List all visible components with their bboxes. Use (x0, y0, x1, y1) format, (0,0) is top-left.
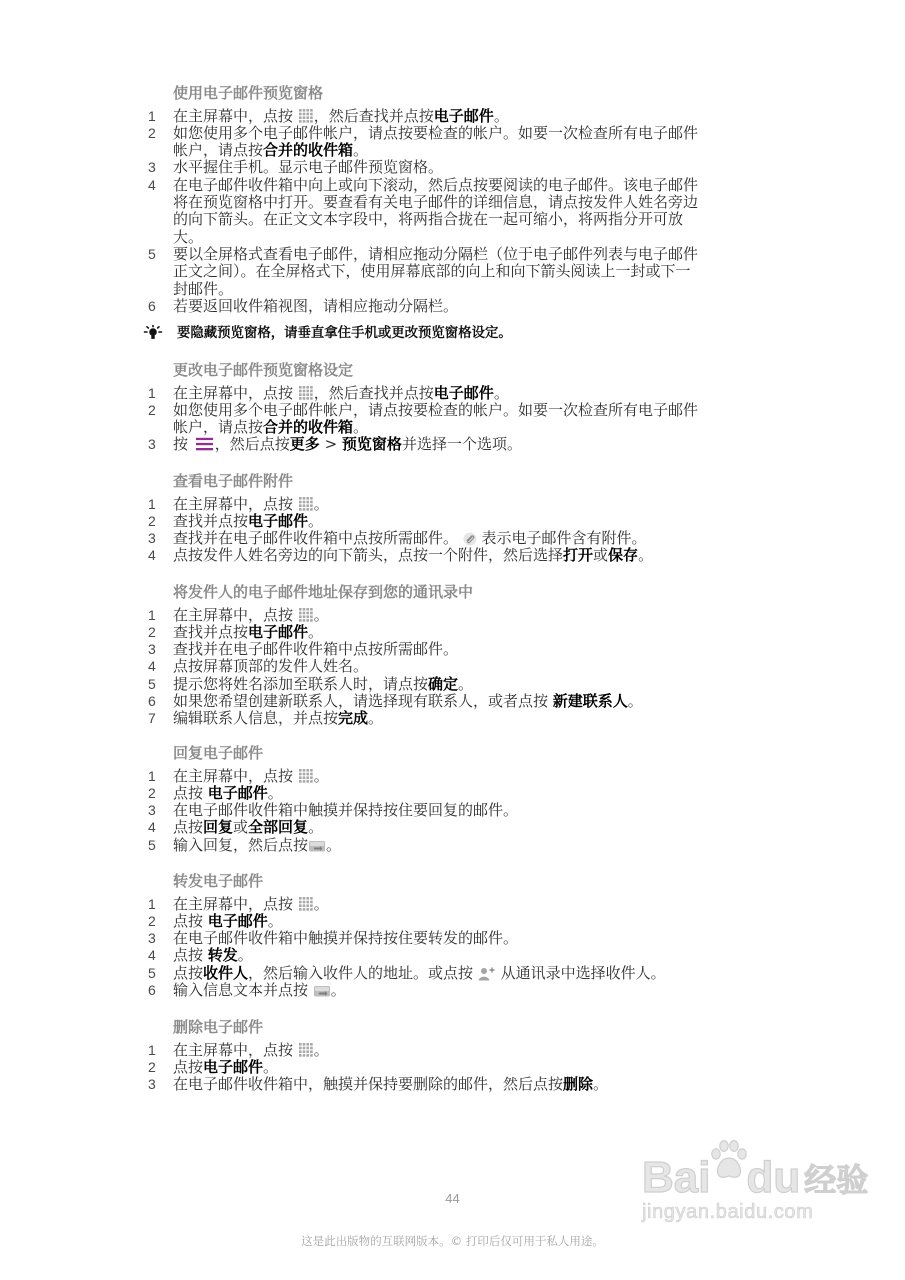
step-text (173, 402, 746, 437)
text-run: 。 (308, 622, 324, 641)
step-item (146, 125, 746, 160)
text-run: 并选择一个选项。 (401, 435, 522, 454)
text-run: 或 (593, 546, 609, 565)
text-run: 输入信息文本并点按 (173, 981, 313, 1000)
apps-grid-icon (298, 496, 314, 512)
tip-icon (143, 325, 163, 341)
text-run: 点按屏幕顶部的发件人姓名。 (173, 657, 369, 676)
footer-notice: 这是此出版物的互联网版本。© 打印后仅可用于私人用途。 (301, 1234, 604, 1248)
step-number: 4 (148, 176, 156, 193)
section-5 (146, 745, 746, 854)
step-item (146, 496, 746, 513)
bold-term: 更多 (289, 435, 320, 454)
text-run: ，然后输入收件人的地址。或点按 (248, 963, 478, 982)
step-text (173, 819, 746, 836)
step-item (146, 1076, 746, 1093)
text-run: 在电子邮件收件箱中，触摸并保持要删除的邮件，然后点按 (173, 1075, 564, 1094)
step-number: 2 (148, 401, 156, 418)
section-heading: 查看电子邮件附件 (173, 472, 294, 491)
text-run: 水平握住手机。显示电子邮件预览窗格。 (173, 158, 444, 177)
text-line (173, 710, 746, 727)
text-line (173, 108, 746, 125)
step-item (146, 710, 746, 727)
text-run: 在主屏幕中，点按 (173, 894, 298, 913)
text-run: 如果您希望创建新联系人，请选择现有联系人，或者点按 (173, 692, 553, 711)
bold-term: 电子邮件 (248, 622, 309, 641)
bold-term: 全部回复 (248, 818, 309, 837)
text-run: 从通讯录中选择收件人。 (495, 963, 666, 982)
tip-note (146, 325, 746, 342)
text-line (173, 385, 746, 402)
text-run: 将在预览窗格中打开。要查看有关电子邮件的详细信息，请点按发件人姓名旁边 (173, 193, 699, 212)
bold-term: 电子邮件 (207, 911, 268, 930)
text-line (173, 211, 746, 228)
text-run: 。 (627, 692, 643, 711)
step-text (173, 785, 746, 802)
text-line (173, 624, 746, 641)
step-number: 3 (148, 641, 156, 658)
step-number: 2 (148, 1058, 156, 1075)
text-run: 点按 (173, 783, 208, 802)
step-text (173, 547, 746, 564)
text-run: 。 (313, 605, 329, 624)
text-line (173, 982, 746, 999)
step-number: 1 (148, 767, 156, 784)
step-item (146, 913, 746, 930)
step-number: 4 (148, 658, 156, 675)
text-run: 若要返回收件箱视图，请相应拖动分隔栏。 (173, 296, 459, 315)
step-text (173, 965, 746, 982)
step-number: 2 (148, 512, 156, 529)
step-number: 3 (148, 1076, 156, 1093)
step-number: 3 (148, 802, 156, 819)
text-run: 。 (313, 766, 329, 785)
text-run: 点按发件人姓名旁边的向下箭头，点按一个附件，然后选择 (173, 546, 564, 565)
text-run: 在主屏幕中，点按 (173, 494, 298, 513)
send-icon (313, 984, 331, 998)
text-line (173, 229, 746, 246)
baidu-logo (642, 1138, 870, 1200)
step-text (173, 159, 746, 176)
text-line (173, 436, 746, 453)
logo-text-cn: 经验 (804, 1161, 869, 1199)
text-line (173, 298, 746, 315)
step-item (146, 965, 746, 982)
step-item (146, 624, 746, 641)
text-run: 。 (493, 106, 509, 125)
step-item (146, 768, 746, 785)
text-line (173, 802, 746, 819)
text-run: 点按 (173, 911, 208, 930)
step-item (146, 819, 746, 836)
step-text (173, 436, 746, 453)
step-number: 1 (148, 606, 156, 623)
text-run: 在主屏幕中，点按 (173, 1040, 298, 1059)
text-run: 点按 (173, 963, 204, 982)
paw-icon (709, 1138, 749, 1182)
text-run: 正文之间）。在全屏格式下，使用屏幕底部的向上和向下箭头阅读上一封或下一 (173, 262, 691, 281)
bold-term: 合并的收件箱 (263, 141, 354, 160)
step-text (173, 913, 746, 930)
apps-grid-icon (298, 607, 314, 623)
bold-term: 新建联系人 (552, 692, 628, 711)
text-line (173, 194, 746, 211)
baidu-jingyan-watermark (642, 1138, 870, 1223)
text-run: ，然后查找并点按 (313, 383, 434, 402)
text-line (173, 913, 746, 930)
step-text (173, 108, 746, 125)
step-text (173, 624, 746, 641)
text-run: 按 (173, 435, 193, 454)
step-item (146, 436, 746, 453)
step-number: 3 (148, 930, 156, 947)
text-line (173, 819, 746, 836)
text-line (173, 768, 746, 785)
text-line (173, 419, 746, 436)
step-number: 2 (148, 912, 156, 929)
text-line (173, 965, 746, 982)
step-list (146, 896, 746, 1000)
text-run: 。 (267, 783, 283, 802)
step-text (173, 658, 746, 675)
step-number: 1 (148, 895, 156, 912)
step-number: 3 (148, 530, 156, 547)
text-run: 查找并在电子邮件收件箱中点按所需邮件。 (173, 529, 463, 548)
bold-term: 电子邮件 (203, 1057, 264, 1076)
text-run: 。 (330, 981, 346, 1000)
text-run: 。 (326, 835, 342, 854)
section-heading: 使用电子邮件预览窗格 (173, 84, 324, 103)
text-line (173, 896, 746, 913)
step-number: 5 (148, 675, 156, 692)
bold-term: 保存 (608, 546, 639, 565)
text-line (173, 513, 746, 530)
step-text (173, 1076, 746, 1093)
section-6 (146, 873, 746, 999)
text-line (173, 246, 746, 263)
text-run: 大。 (173, 227, 204, 246)
text-line (173, 607, 746, 624)
section-heading: 将发件人的电子邮件地址保存到您的通讯录中 (173, 583, 474, 602)
text-run: ，然后点按 (214, 435, 290, 454)
text-run: 。 (313, 1040, 329, 1059)
step-number: 4 (148, 819, 156, 836)
apps-grid-icon (298, 768, 314, 784)
step-text (173, 896, 746, 913)
step-text (173, 693, 746, 710)
step-number: 1 (148, 495, 156, 512)
bold-term: 回复 (203, 818, 234, 837)
step-number: 2 (148, 124, 156, 141)
section-3 (146, 473, 746, 564)
step-text (173, 768, 746, 785)
watermark-url: jingyan.baidu.com (642, 1201, 814, 1223)
text-line (173, 785, 746, 802)
step-text (173, 298, 746, 315)
section-heading: 删除电子邮件 (173, 1018, 264, 1037)
text-run: 如您使用多个电子邮件帐户，请点按要检查的帐户。如要一次检查所有电子邮件 (173, 123, 699, 142)
step-list (146, 385, 746, 454)
text-run: 。 (593, 1075, 609, 1094)
text-line (173, 837, 746, 854)
text-line (173, 530, 746, 547)
step-text (173, 496, 746, 513)
step-text (173, 930, 746, 947)
step-item (146, 676, 746, 693)
apps-grid-icon (298, 1042, 314, 1058)
send-icon (308, 839, 326, 853)
text-line (173, 125, 746, 142)
text-run: 在电子邮件收件箱中向上或向下滚动，然后点按要阅读的电子邮件。该电子邮件 (173, 175, 699, 194)
text-run: 。 (368, 709, 384, 728)
text-run: 。 (308, 511, 324, 530)
text-run: 封邮件。 (173, 279, 234, 298)
text-run: 帐户，请点按 (173, 418, 264, 437)
text-line (173, 1076, 746, 1093)
step-item (146, 837, 746, 854)
step-number: 6 (148, 693, 156, 710)
text-run: > (319, 435, 342, 454)
text-run: 。 (267, 911, 283, 930)
text-run: 如您使用多个电子邮件帐户，请点按要检查的帐户。如要一次检查所有电子邮件 (173, 400, 699, 419)
step-item (146, 802, 746, 819)
text-run: ，然后查找并点按 (313, 106, 434, 125)
text-line (173, 658, 746, 675)
step-item (146, 246, 746, 298)
step-item (146, 896, 746, 913)
text-line (173, 641, 746, 658)
bold-term: 确定 (428, 674, 459, 693)
menu-icon (193, 436, 215, 452)
text-run: 。 (308, 818, 324, 837)
step-number: 1 (148, 384, 156, 401)
logo-text-right: du (746, 1153, 801, 1202)
tip-text: 要隐藏预览窗格，请垂直拿住手机或更改预览窗格设定。 (177, 325, 512, 341)
step-item (146, 402, 746, 437)
step-text (173, 513, 746, 530)
section-7 (146, 1019, 746, 1093)
step-number: 5 (148, 964, 156, 981)
step-text (173, 982, 746, 999)
text-line (173, 676, 746, 693)
bold-term: 电子邮件 (433, 383, 494, 402)
step-item (146, 607, 746, 624)
step-text (173, 607, 746, 624)
text-line (173, 947, 746, 964)
step-item (146, 530, 746, 547)
text-run: 。 (263, 1057, 279, 1076)
attachment-icon (463, 532, 477, 546)
text-line (173, 693, 746, 710)
bold-term: 收件人 (203, 963, 249, 982)
bold-term: 删除 (563, 1075, 594, 1094)
step-item (146, 693, 746, 710)
step-number: 7 (148, 710, 156, 727)
text-run: 点按 (173, 946, 208, 965)
text-run: 。 (493, 383, 509, 402)
step-number: 4 (148, 547, 156, 564)
step-text (173, 676, 746, 693)
text-run: 在电子邮件收件箱中触摸并保持按住要转发的邮件。 (173, 929, 519, 948)
text-run: 查找并在电子邮件收件箱中点按所需邮件。 (173, 640, 459, 659)
step-item (146, 513, 746, 530)
text-run: 输入回复，然后点按 (173, 835, 309, 854)
step-text (173, 246, 746, 298)
text-run: 在电子邮件收件箱中触摸并保持按住要回复的邮件。 (173, 801, 519, 820)
text-line (173, 1042, 746, 1059)
text-run: 。 (313, 894, 329, 913)
text-run: 。 (458, 674, 474, 693)
text-line (173, 496, 746, 513)
page-number: 44 (445, 1191, 460, 1206)
text-run: 的向下箭头。在正文文本字段中，将两指合拢在一起可缩小，将两指分开可放 (173, 210, 684, 229)
text-line (173, 1059, 746, 1076)
step-list (146, 768, 746, 854)
step-text (173, 177, 746, 246)
text-line (173, 930, 746, 947)
step-item (146, 785, 746, 802)
step-item (146, 177, 746, 246)
bold-term: 合并的收件箱 (263, 418, 354, 437)
apps-grid-icon (298, 385, 314, 401)
text-run: 。 (353, 141, 369, 160)
text-run: 编辑联系人信息，并点按 (173, 709, 339, 728)
text-run: 点按 (173, 1057, 204, 1076)
step-item (146, 982, 746, 999)
text-run: 或 (233, 818, 249, 837)
text-run: 表示电子邮件含有附件。 (476, 529, 647, 548)
step-number: 6 (148, 297, 156, 314)
text-run: 。 (237, 946, 253, 965)
step-text (173, 530, 746, 547)
step-number: 3 (148, 436, 156, 453)
bold-term: 电子邮件 (248, 511, 309, 530)
step-list (146, 607, 746, 728)
bold-term: 电子邮件 (207, 783, 268, 802)
text-run: 在主屏幕中，点按 (173, 766, 298, 785)
step-number: 1 (148, 1041, 156, 1058)
step-item (146, 159, 746, 176)
bold-term: 打开 (563, 546, 594, 565)
step-item (146, 1059, 746, 1076)
step-text (173, 385, 746, 402)
text-run: 查找并点按 (173, 511, 249, 530)
step-number: 2 (148, 784, 156, 801)
text-run: 查找并点按 (173, 622, 249, 641)
text-run: 。 (313, 494, 329, 513)
text-run: 在主屏幕中，点按 (173, 106, 298, 125)
apps-grid-icon (298, 108, 314, 124)
step-text (173, 1059, 746, 1076)
step-number: 6 (148, 982, 156, 999)
section-2 (146, 362, 746, 453)
add-contact-icon (478, 966, 496, 981)
step-text (173, 1042, 746, 1059)
bold-term: 转发 (207, 946, 238, 965)
step-item (146, 547, 746, 564)
text-run: 点按 (173, 818, 204, 837)
text-line (173, 281, 746, 298)
text-run: 要以全屏格式查看电子邮件，请相应拖动分隔栏（位于电子邮件列表与电子邮件 (173, 244, 699, 263)
logo-text-left: Bai (642, 1153, 711, 1202)
bold-term: 预览窗格 (341, 435, 402, 454)
step-list (146, 1042, 746, 1094)
text-run: 提示您将姓名添加至联系人时，请点按 (173, 674, 429, 693)
section-heading: 回复电子邮件 (173, 744, 264, 763)
text-line (173, 159, 746, 176)
section-4 (146, 584, 746, 727)
text-line (173, 547, 746, 564)
step-number: 3 (148, 159, 156, 176)
text-run: 在主屏幕中，点按 (173, 605, 298, 624)
section-heading: 更改电子邮件预览窗格设定 (173, 361, 354, 380)
step-text (173, 802, 746, 819)
step-item (146, 298, 746, 315)
text-run: 帐户，请点按 (173, 141, 264, 160)
step-text (173, 837, 746, 854)
step-text (173, 947, 746, 964)
step-item (146, 108, 746, 125)
step-item (146, 930, 746, 947)
text-line (173, 263, 746, 280)
apps-grid-icon (298, 896, 314, 912)
step-item (146, 947, 746, 964)
step-number: 1 (148, 107, 156, 124)
step-number: 5 (148, 245, 156, 262)
text-line (173, 402, 746, 419)
bold-term: 电子邮件 (433, 106, 494, 125)
text-run: 。 (638, 546, 654, 565)
step-item (146, 385, 746, 402)
step-item (146, 1042, 746, 1059)
step-item (146, 658, 746, 675)
step-text (173, 710, 746, 727)
step-list (146, 496, 746, 565)
step-item (146, 641, 746, 658)
text-line (173, 142, 746, 159)
step-text (173, 641, 746, 658)
text-run: 在主屏幕中，点按 (173, 383, 298, 402)
step-list (146, 108, 746, 316)
section-heading: 转发电子邮件 (173, 872, 264, 891)
step-text (173, 125, 746, 160)
text-run: 。 (353, 418, 369, 437)
text-line (173, 177, 746, 194)
step-number: 4 (148, 947, 156, 964)
section-1 (146, 85, 746, 342)
step-number: 2 (148, 623, 156, 640)
bold-term: 完成 (338, 709, 369, 728)
step-number: 5 (148, 836, 156, 853)
